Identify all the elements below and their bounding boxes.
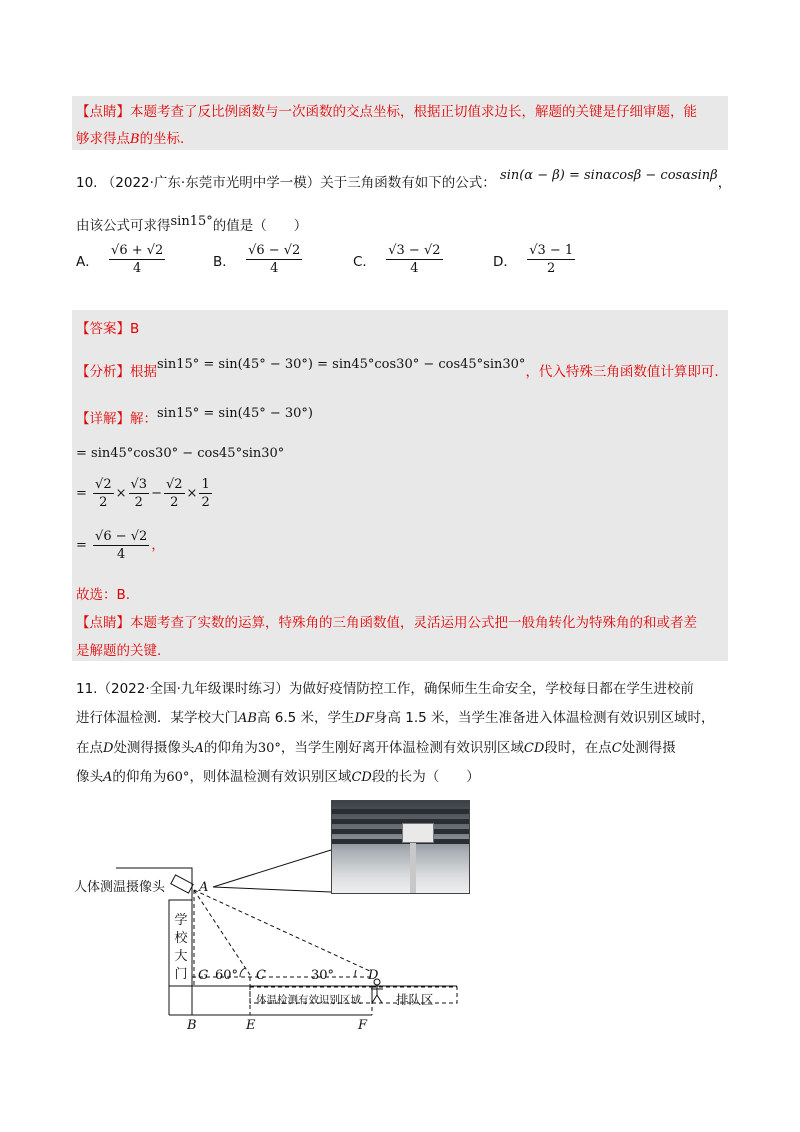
angle-30: 30° <box>311 968 335 983</box>
geometry-figure <box>0 790 800 1050</box>
angle-60: 60° <box>215 968 239 983</box>
answer-line: 【答案】B <box>76 321 140 337</box>
camera-label: 人体测温摄像头 <box>74 880 166 895</box>
point-f: F <box>358 1018 368 1033</box>
option-a[interactable]: A． $\frac{√6 + √2}{4}$ <box>76 243 164 276</box>
q11-line3: 在点D处测得摄像头A的仰角为30°，当学生刚好离开体温检测有效识别区域CD段时，在点C处测得摄 <box>76 740 676 756</box>
question-number: 10. <box>76 175 98 191</box>
option-d[interactable]: D． $\frac{√3 - 1}{2}$ <box>493 243 574 276</box>
point-c: C <box>256 968 266 983</box>
point-b: B <box>187 1018 197 1033</box>
step-2: = $\frac{√2}{2}$ × $\frac{√3}{2}$ − $\frac{√2}{2}$ × $\frac{1}{2}$ <box>76 477 210 510</box>
dianjing-2-line2: 是解题的关键. <box>76 643 162 659</box>
queue-label: 排队区 <box>396 992 434 1007</box>
step-3: = $\frac{√6 - √2}{4}$ ， <box>76 529 165 562</box>
dianjing-2-line1: 【点睛】本题考查了实数的运算，特殊角的三角函数值，灵活运用公式把一般角转化为特殊角的和或者差 <box>76 615 697 631</box>
dianjing-label: 【点睛】 <box>76 104 130 120</box>
step-1: = sin45°cos30° − cos45°sin30° <box>76 446 285 461</box>
dianjing-1-line1: 【点睛】本题考查了反比例函数与一次函数的交点坐标，根据正切值求边长，解题的关键是仔细审题，能 <box>76 104 697 120</box>
question-number: 11. <box>76 681 98 697</box>
point-g: G <box>198 968 209 983</box>
q10-line1: 10. （2022·广东·东莞市光明中学一模）关于三角函数有如下的公式： sin(α − β) = sinαcosβ − cosαsinβ， <box>76 168 732 191</box>
q11-line4: 像头A的仰角为60°，则体温检测有效识别区域CD段的长为（ ） <box>76 769 480 785</box>
option-b[interactable]: B． $\frac{√6 - √2}{4}$ <box>213 243 301 276</box>
q11-line2: 进行体温检测．某学校大门AB高 6.5 米，学生DF身高 1.5 米，当学生准备进入体温检测有效识别区域时， <box>76 710 715 726</box>
dianjing-1-line2: 够求得点B的坐标. <box>76 131 185 147</box>
analysis-line: 【分析】根据sin15° = sin(45° − 30°) = sin45°cos30° − cos45°sin30°，代入特殊三角函数值计算即可. <box>76 357 719 380</box>
point-a: A <box>199 880 209 895</box>
q10-line2: 由该公式可求得sin15°的值是（ ） <box>76 214 308 234</box>
question-source: （2022·广东·东莞市光明中学一模）关于三角函数有如下的公式： <box>101 175 496 191</box>
point-d: D <box>368 968 379 983</box>
choice-line: 故选：B. <box>76 587 131 603</box>
gate-label: 学 校 大 门 <box>174 913 188 982</box>
zone-label: 体温检测有效识别区域 <box>256 994 361 1006</box>
option-c[interactable]: C． $\frac{√3 - √2}{4}$ <box>353 243 441 276</box>
q11-line1: 11.（2022·全国·九年级课时练习）为做好疫情防控工作，确保师生生命安全，学校每日都在学生进校前 <box>76 681 694 697</box>
detail-line: 【详解】解：sin15° = sin(45° − 30°) <box>76 406 313 427</box>
formula: sin(α − β) = sinαcosβ − cosαsinβ <box>500 168 718 183</box>
point-e: E <box>246 1018 256 1033</box>
